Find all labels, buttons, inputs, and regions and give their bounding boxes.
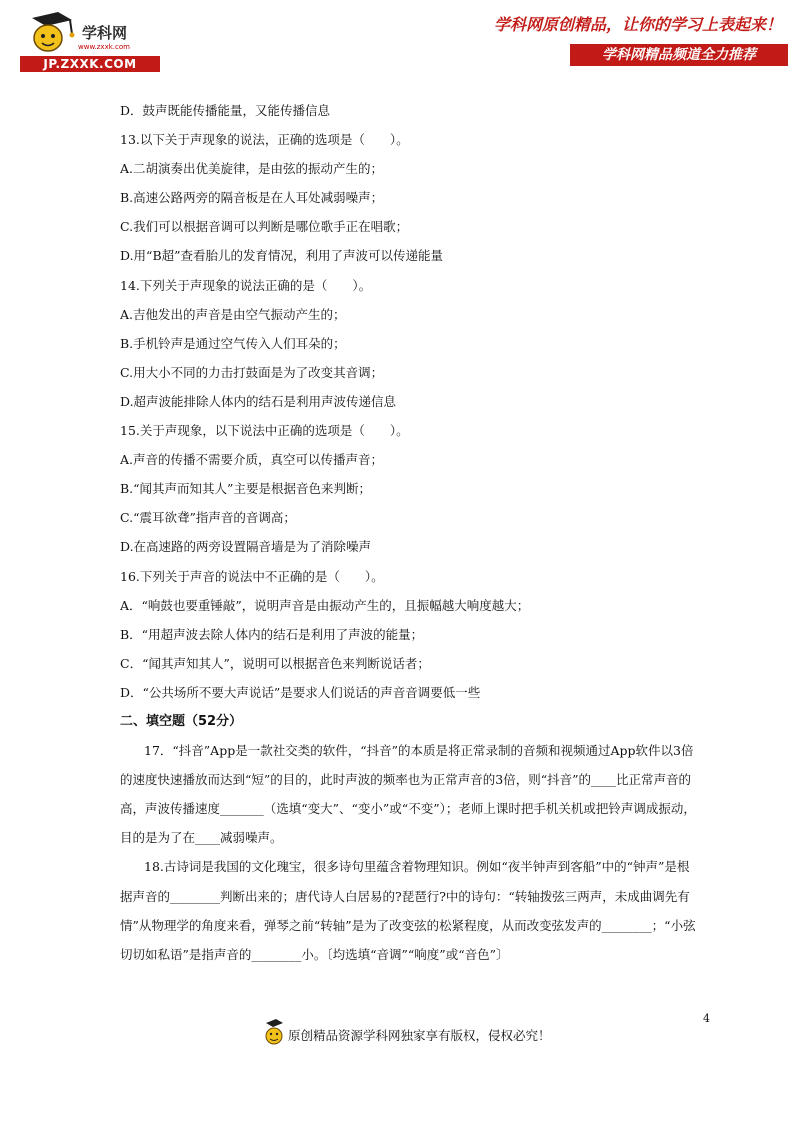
- question-13: 13.以下关于声现象的说法，正确的选项是（ ）。: [120, 132, 409, 148]
- question-17: 17．“抖音”App是一款社交类的软件，“抖音”的本质是将正常录制的音频和视频通过App软件以3倍的速度快速播放而达到“短”的目的，此时声波的频率也为正常声音的3倍，则“抖音”的____比正常声音的高，声波传播速度_______（选填“变大”、“变小”或“不变”）；老师上课时把手机关机或把铃声调成振动，目的是为了在____减弱噪声。: [120, 743, 696, 846]
- question-15: 15.关于声现象，以下说法中正确的选项是（ ）。: [120, 423, 409, 439]
- page-number: 4: [703, 1012, 710, 1025]
- option-line: A.声音的传播不需要介质，真空可以传播声音；: [120, 452, 384, 468]
- option-line: C．“闻其声知其人”，说明可以根据音色来判断说话者；: [120, 655, 430, 671]
- zxxk-logo: [12, 10, 162, 72]
- option-line: B.高速公路两旁的隔音板是在人耳处减弱噪声；: [120, 190, 384, 206]
- header-slogan: 学科网原创精品，让你的学习上表起来！: [493, 15, 782, 34]
- option-line: D．“公共场所不要大声说话”是要求人们说话的声音音调要低一些: [120, 684, 481, 700]
- option-line: B.“闻其声而知其人”主要是根据音色来判断；: [120, 481, 371, 497]
- option-line: D.用“B超”查看胎儿的发育情况，利用了声波可以传递能量: [120, 248, 444, 264]
- logo-url: www.zxxk.com: [78, 43, 130, 51]
- option-line: B．“用超声波去除人体内的结石是利用了声波的能量；: [120, 626, 424, 642]
- copyright-text: 原创精品资源学科网独家享有版权，侵权必究！: [288, 1028, 551, 1043]
- mascot-small-icon: [264, 1018, 284, 1048]
- option-line: C.用大小不同的力击打鼓面是为了改变其音调；: [120, 364, 384, 380]
- recommend-banner: 学科网精品频道全力推荐: [570, 44, 788, 66]
- option-line: C.我们可以根据音调可以判断是哪位歌手正在唱歌；: [120, 219, 409, 235]
- option-line: D.在高速路的两旁设置隔音墙是为了消除噪声: [120, 539, 372, 555]
- text-line: D．鼓声既能传播能量，又能传播信息: [120, 103, 331, 118]
- option-line: B.手机铃声是通过空气传入人们耳朵的；: [120, 335, 346, 351]
- option-line: A.吉他发出的声音是由空气振动产生的；: [120, 306, 346, 322]
- section-title: 二、填空题（52分）: [120, 713, 243, 729]
- question-14: 14.下列关于声现象的说法正确的是（ ）。: [120, 277, 372, 293]
- logo-text: 学科网: [82, 24, 128, 42]
- page-header: [0, 0, 800, 80]
- document-body: [120, 96, 700, 969]
- option-line: A.二胡演奏出优美旋律，是由弦的振动产生的；: [120, 161, 384, 177]
- question-16: 16.下列关于声音的说法中不正确的是（ ）。: [120, 568, 384, 584]
- option-line: A．“响鼓也要重锤敲”，说明声音是由振动产生的，且振幅越大响度越大；: [120, 597, 530, 613]
- question-18: 18.古诗词是我国的文化瑰宝，很多诗句里蕴含着物理知识。例如“夜半钟声到客船”中的“钟声”是根据声音的________判断出来的；唐代诗人白居易的?琵琶行?中的诗句：“转轴拨弦三两声，未成曲调先有情”从物理学的角度来看，弹琴之前“转轴”是为了改变弦的松紧程度，从而改变弦发声的________；“小弦切切如私语”是指声音的________小。〔均选填“音调”“响度”或“音色”〕: [120, 859, 696, 962]
- option-line: C.“震耳欲聋”指声音的音调高；: [120, 510, 296, 526]
- option-line: D.超声波能排除人体内的结石是利用声波传递信息: [120, 393, 397, 409]
- mascot-icon: [18, 10, 78, 56]
- logo-bar: JP.ZXXK.COM: [20, 56, 160, 72]
